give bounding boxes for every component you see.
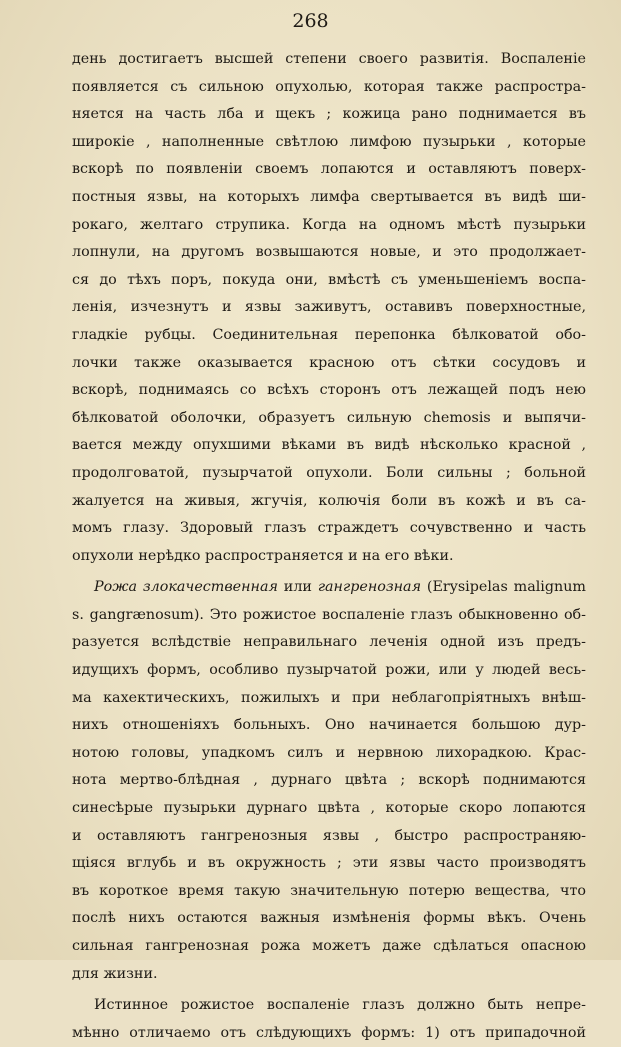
text-line: нотою головы, упадкомъ силъ и нервною лихорадкою. Крас-	[72, 744, 586, 761]
text-line: послѣ нихъ остаются важныя измѣненія формы вѣкъ. Очень	[72, 910, 586, 927]
text-line: въ короткое время такую значительную потерю вещества, что	[72, 882, 586, 899]
paragraph-2	[72, 574, 586, 988]
text-line: мѣнно отличаемо отъ слѣдующихъ формъ: 1) отъ припадочной	[72, 1024, 586, 1041]
text-line: гладкіе рубцы. Соединительная перепонка бѣлковатой обо-	[72, 326, 586, 343]
text-line: синесѣрые пузырьки дурнаго цвѣта , которые скоро лопаются	[72, 800, 586, 817]
text-line: разуется вслѣдствіе неправильнаго леченія одной изъ предъ-	[72, 634, 586, 651]
text-line: лопнули, на другомъ возвышаются новые, и это продолжает-	[72, 244, 586, 261]
text-line: s. gangrænosum). Это рожистое воспаленіе глазъ обыкновенно об-	[72, 606, 586, 623]
text-line: вается между опухшими вѣками въ видѣ нѣсколько красной ,	[72, 437, 586, 454]
text-line: и оставляютъ гангренозныя язвы , быстро распространяю-	[72, 827, 586, 844]
text-line: вскорѣ, поднимаясь со всѣхъ сторонъ отъ лежащей подъ нею	[72, 382, 586, 399]
paragraph-3	[72, 992, 586, 1047]
paragraph-1	[72, 46, 586, 570]
body-text	[72, 46, 586, 1047]
text-line: щіяся вглубь и въ окружность ; эти язвы часто производятъ	[72, 855, 586, 872]
text-line: ма кахектическихъ, пожилыхъ и при неблагопріятныхъ внѣш-	[72, 689, 586, 706]
paragraph-2-first-line	[72, 574, 586, 602]
text-line: ся до тѣхъ поръ, покуда они, вмѣстѣ съ уменьшеніемъ воспа-	[72, 271, 586, 288]
text-line: Истинное рожистое воспаленіе глазъ должно быть непре-	[94, 997, 586, 1014]
text-line: появляется съ сильною опухолью, которая также распростра-	[72, 78, 586, 95]
text-line: постныя язвы, на которыхъ лимфа свертывается въ видѣ ши-	[72, 188, 586, 205]
text-line: день достигаетъ высшей степени своего развитія. Воспаленіе	[72, 51, 586, 67]
text-line: идущихъ формъ, особливо пузырчатой рожи, или у людей весь-	[72, 662, 586, 679]
text-line: вскорѣ по появленіи своемъ лопаются и оставляютъ поверх-	[72, 161, 586, 178]
text-line: рокаго, желтаго струпика. Когда на одномъ мѣстѣ пузырьки	[72, 216, 586, 233]
latin-term: (Erysipelas malignum	[421, 579, 586, 596]
text-line: бѣлковатой оболочки, образуетъ сильную chemosis и выпячи-	[72, 409, 586, 426]
text-line: ленія, изчезнутъ и язвы заживутъ, оставивъ поверхностные,	[72, 299, 586, 316]
text-line: опухоли нерѣдко распространяется и на его вѣки.	[72, 547, 454, 564]
text-line: сильная гангренозная рожа можетъ даже сдѣлаться опасною	[72, 938, 586, 954]
text-line: жалуется на живыя, жгучія, колючія боли въ кожѣ и въ са-	[72, 492, 586, 509]
text-line: для жизни.	[72, 965, 158, 982]
text-line: момъ глазу. Здоровый глазъ страждетъ сочувственно и часть	[72, 520, 586, 537]
section-heading-italic: гангренозная	[317, 579, 422, 596]
text-line: нихъ отношеніяхъ больныхъ. Оно начинается большою дур-	[72, 717, 586, 734]
text-line: нота мертво-блѣдная , дурнаго цвѣта ; вскорѣ поднимаются	[72, 772, 586, 789]
page-number: 268	[292, 10, 329, 32]
text-line: лочки также оказывается красною отъ сѣтки сосудовъ и	[72, 354, 586, 371]
text-line: няется на часть лба и щекъ ; кожица рано поднимается въ	[72, 106, 586, 123]
section-heading-italic: Рожа злокачественная	[94, 579, 278, 596]
text-line: широкіе , наполненные свѣтлою лимфою пузырьки , которые	[72, 133, 586, 150]
heading-connector: или	[277, 579, 318, 596]
text-line: продолговатой, пузырчатой опухоли. Боли сильны ; больной	[72, 464, 586, 481]
